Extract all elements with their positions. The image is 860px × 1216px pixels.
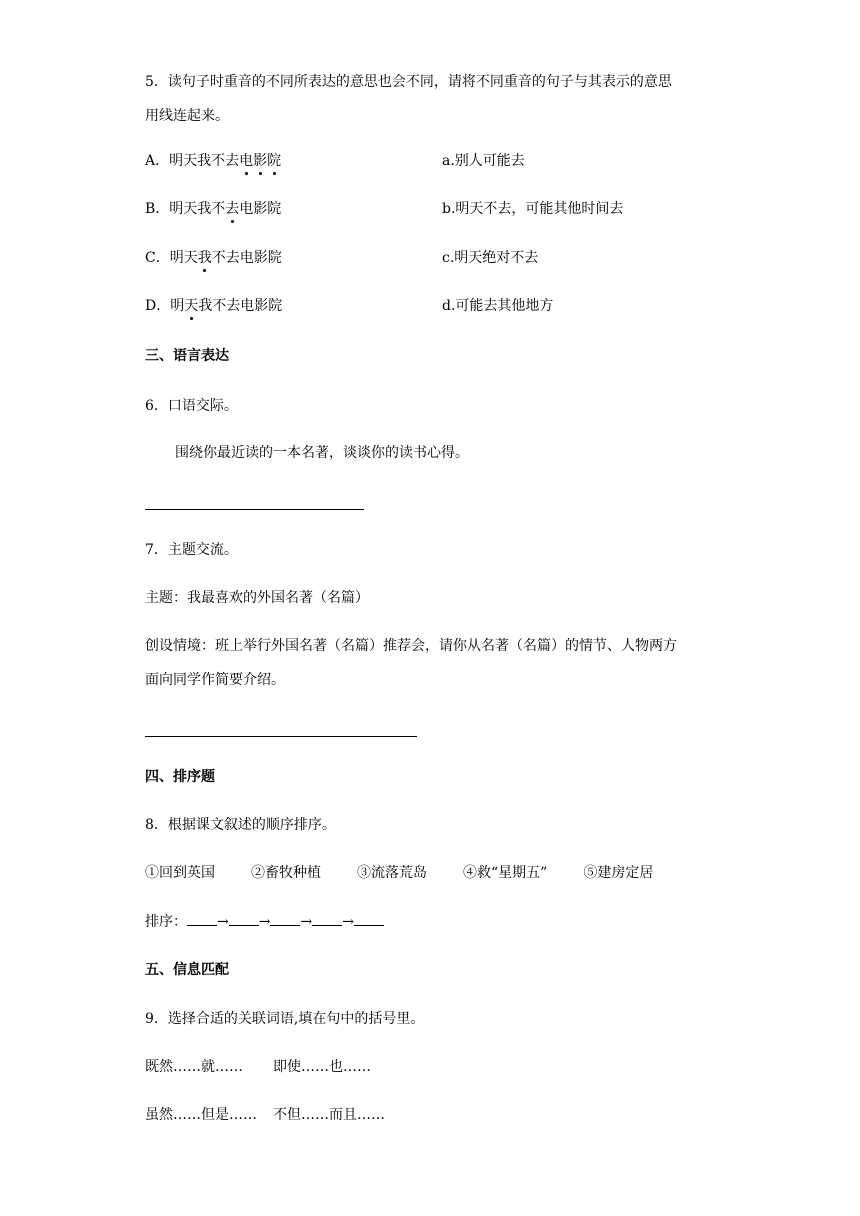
conjunction-option: 虽然……但是…… (145, 1107, 257, 1123)
q7-scenario-line2: 面向同学作简要介绍。 (145, 672, 285, 688)
q7-theme: 主题：我最喜欢的外国名著（名篇） (145, 590, 369, 606)
stressed-word (225, 201, 239, 217)
q9-conjunctions-row1 (145, 1057, 401, 1077)
q7-answer-line[interactable] (145, 736, 417, 737)
order-blank-3[interactable] (270, 913, 300, 926)
stressed-char: 院 (267, 153, 282, 169)
conjunction-option: 即使……也…… (273, 1059, 371, 1075)
q9-conjunctions-row2 (145, 1105, 415, 1125)
q5-meaning-c: c.明天绝对不去 (442, 250, 539, 266)
order-blank-5[interactable] (354, 913, 384, 926)
q5-meaning-b: b.明天不去，可能其他时间去 (442, 201, 624, 217)
q8-items (145, 863, 653, 883)
arrow-icon: → (258, 914, 271, 930)
q5-option-b: B．明天我不去电影院 (145, 201, 282, 217)
q5-meaning-d: d.可能去其他地方 (442, 298, 554, 314)
q5-meaning-a: a.别人可能去 (442, 153, 525, 169)
q5-line1: 5．读句子时重音的不同所表达的意思也会不同，请将不同重音的句子与其表示的意思 (145, 74, 672, 90)
q8-order-row (145, 912, 384, 932)
q8-item: ④救“星期五” (463, 865, 548, 881)
stressed-char: 天 (184, 298, 199, 314)
q8-item: ③流落荒岛 (357, 865, 427, 881)
conjunction-option: 不但……而且…… (273, 1107, 385, 1123)
q7-scenario-line1: 创设情境：班上举行外国名著（名篇）推荐会，请你从名著（名篇）的情节、人物两方 (145, 638, 677, 654)
q8-item: ⑤建房定居 (583, 865, 654, 881)
order-blank-4[interactable] (312, 913, 342, 926)
conjunction-option: 既然……就…… (145, 1059, 243, 1075)
stressed-char: 电 (239, 153, 254, 169)
section-heading-4: 四、排序题 (145, 769, 215, 785)
q6-title: 6．口语交际。 (145, 398, 238, 414)
q8-order-label: 排序： (145, 914, 187, 930)
q8-item: ②畜牧种植 (251, 865, 321, 881)
stressed-word (239, 153, 281, 169)
stressed-char: 去 (225, 201, 240, 217)
q5-option-c: C．明天我不去电影院 (145, 250, 282, 266)
q8-title: 8．根据课文叙述的顺序排序。 (145, 817, 336, 833)
q5-line2: 用线连起来。 (145, 108, 229, 124)
arrow-icon: → (300, 914, 313, 930)
order-blank-2[interactable] (229, 913, 259, 926)
q8-item: ①回到英国 (145, 865, 215, 881)
section-heading-5: 五、信息匹配 (145, 962, 229, 978)
q6-prompt: 围绕你最近读的一本名著，谈谈你的读书心得。 (175, 445, 469, 461)
q5-option-a: A．明天我不去电影院 (145, 153, 282, 169)
order-blank-1[interactable] (187, 913, 217, 926)
stressed-char: 我 (197, 250, 212, 266)
stressed-word (184, 298, 198, 314)
q6-answer-line[interactable] (145, 509, 364, 510)
q9-title: 9．选择合适的关联词语,填在句中的括号里。 (145, 1011, 425, 1027)
q7-title: 7．主题交流。 (145, 542, 238, 558)
q5-option-d: D．明天我不去电影院 (145, 298, 283, 314)
section-heading-3: 三、语言表达 (145, 348, 229, 364)
arrow-icon: → (217, 914, 229, 930)
stressed-word (198, 250, 212, 266)
arrow-icon: → (342, 914, 354, 930)
stressed-char: 影 (253, 153, 268, 169)
